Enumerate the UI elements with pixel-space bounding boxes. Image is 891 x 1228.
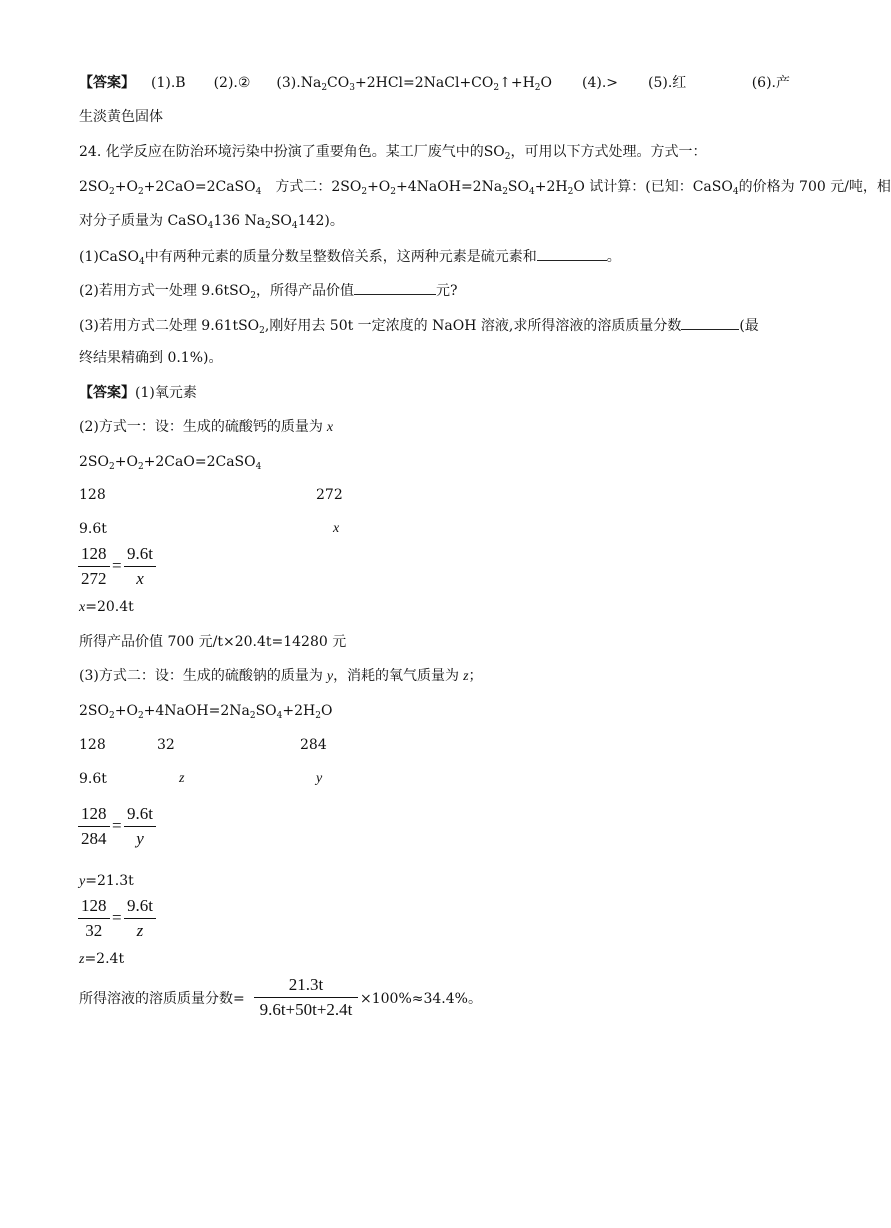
fraction-2-left: 128 284 — [78, 804, 110, 849]
prev-answer-line — [79, 74, 686, 92]
final-label: 所得溶液的溶质质量分数= — [79, 991, 245, 1007]
final-fraction: 21.3t 9.6t+50t+2.4t — [254, 975, 358, 1020]
ratio-row-1-right: 272 — [316, 487, 343, 503]
ratio-row-2-left: 9.6t — [79, 521, 107, 537]
fraction-2-right: 9.6t y — [124, 804, 156, 849]
solution-part3-head: (3)方式二：设：生成的硫酸钠的质量为 y，消耗的氧气质量为 z； — [79, 668, 483, 684]
answer-blank-3[interactable] — [681, 315, 739, 330]
q24-part2: (2)若用方式一处理 9.6tSO$_2$，所得产品价值 元? — [79, 280, 458, 300]
equals-sign: = — [112, 556, 122, 575]
fraction-1-right: 9.6t x — [124, 544, 156, 589]
equation-2: $2SO_2+O_2+4NaOH=2Na_2SO_4+2H_2O$ — [79, 703, 333, 721]
ratio-row-4-a: 9.6t — [79, 771, 107, 787]
equals-sign: = — [112, 908, 122, 927]
solution-part1: 【答案】(1)氧元素 — [79, 385, 197, 401]
solution-part2-head: (2)方式一：设：生成的硫酸钙的质量为 x — [79, 419, 334, 435]
answer-6: (6).产 — [751, 75, 790, 91]
ratio-row-2-right: x — [333, 521, 340, 536]
fraction-3-left: 128 32 — [78, 896, 110, 941]
answer-6-cont: 生淡黄色固体 — [79, 109, 163, 125]
final-result: ×100%≈34.4%。 — [360, 991, 482, 1007]
answer-1: (1).B — [151, 75, 186, 91]
ratio-row-1-left: 128 — [79, 487, 106, 503]
product-value-line: 所得产品价值 700 元/t×20.4t=14280 元 — [79, 634, 347, 650]
ratio-row-3-c: 284 — [300, 737, 327, 753]
answer-label: 【答案】 — [79, 75, 135, 91]
x-result: x=20.4t — [79, 599, 134, 615]
equation-1: $2SO_2+O_2+2CaO=2CaSO_4$ — [79, 454, 262, 472]
y-result: y=21.3t — [79, 873, 134, 889]
answer-3: $(3).Na_2CO_3+2HCl=2NaCl+CO_2↑+H_2O$ — [276, 75, 552, 93]
solution-label: 【答案】 — [79, 385, 135, 401]
ratio-row-4-b: z — [179, 771, 185, 786]
fraction-3-right: 9.6t z — [124, 896, 156, 941]
answer-2: (2).② — [213, 75, 251, 91]
equals-sign: = — [112, 816, 122, 835]
z-result: z=2.4t — [79, 951, 125, 967]
answer-blank-2[interactable] — [354, 280, 436, 295]
q24-part3: (3)若用方式二处理 9.61tSO$_2$,刚好用去 50t 一定浓度的 NaOH 溶液,求所得溶液的溶质质量分数 (最 — [79, 315, 759, 335]
answer-4: (4).> — [582, 75, 619, 91]
q24-intro: 24. 化学反应在防治环境污染中扮演了重要角色。某工厂废气中的$SO_2$，可用以下方式处理。方式一： — [79, 144, 707, 162]
q24-methods: $2SO_2+O_2+2CaO=2CaSO_4$ 方式二：$2SO_2+O_2+4NaOH=2Na_2SO_4+2H_2O$ 试计算：(已知：CaSO$_4$的价格为 700 元/吨，相 — [79, 179, 891, 197]
ratio-row-3-a: 128 — [79, 737, 106, 753]
answer-5: (5).红 — [648, 75, 687, 91]
ratio-row-4-c: y — [316, 771, 323, 786]
fraction-1-left: 128 272 — [78, 544, 110, 589]
q24-mass: 对分子质量为 CaSO$_4$136 $Na_2SO_4142$)。 — [79, 213, 344, 231]
ratio-row-3-b: 32 — [157, 737, 175, 753]
answer-blank-1[interactable] — [537, 246, 607, 261]
q24-part1: (1)CaSO$_4$中有两种元素的质量分数呈整数倍关系，这两种元素是硫元素和 。 — [79, 246, 621, 266]
q24-part3-cont: 终结果精确到 0.1%)。 — [79, 350, 223, 366]
